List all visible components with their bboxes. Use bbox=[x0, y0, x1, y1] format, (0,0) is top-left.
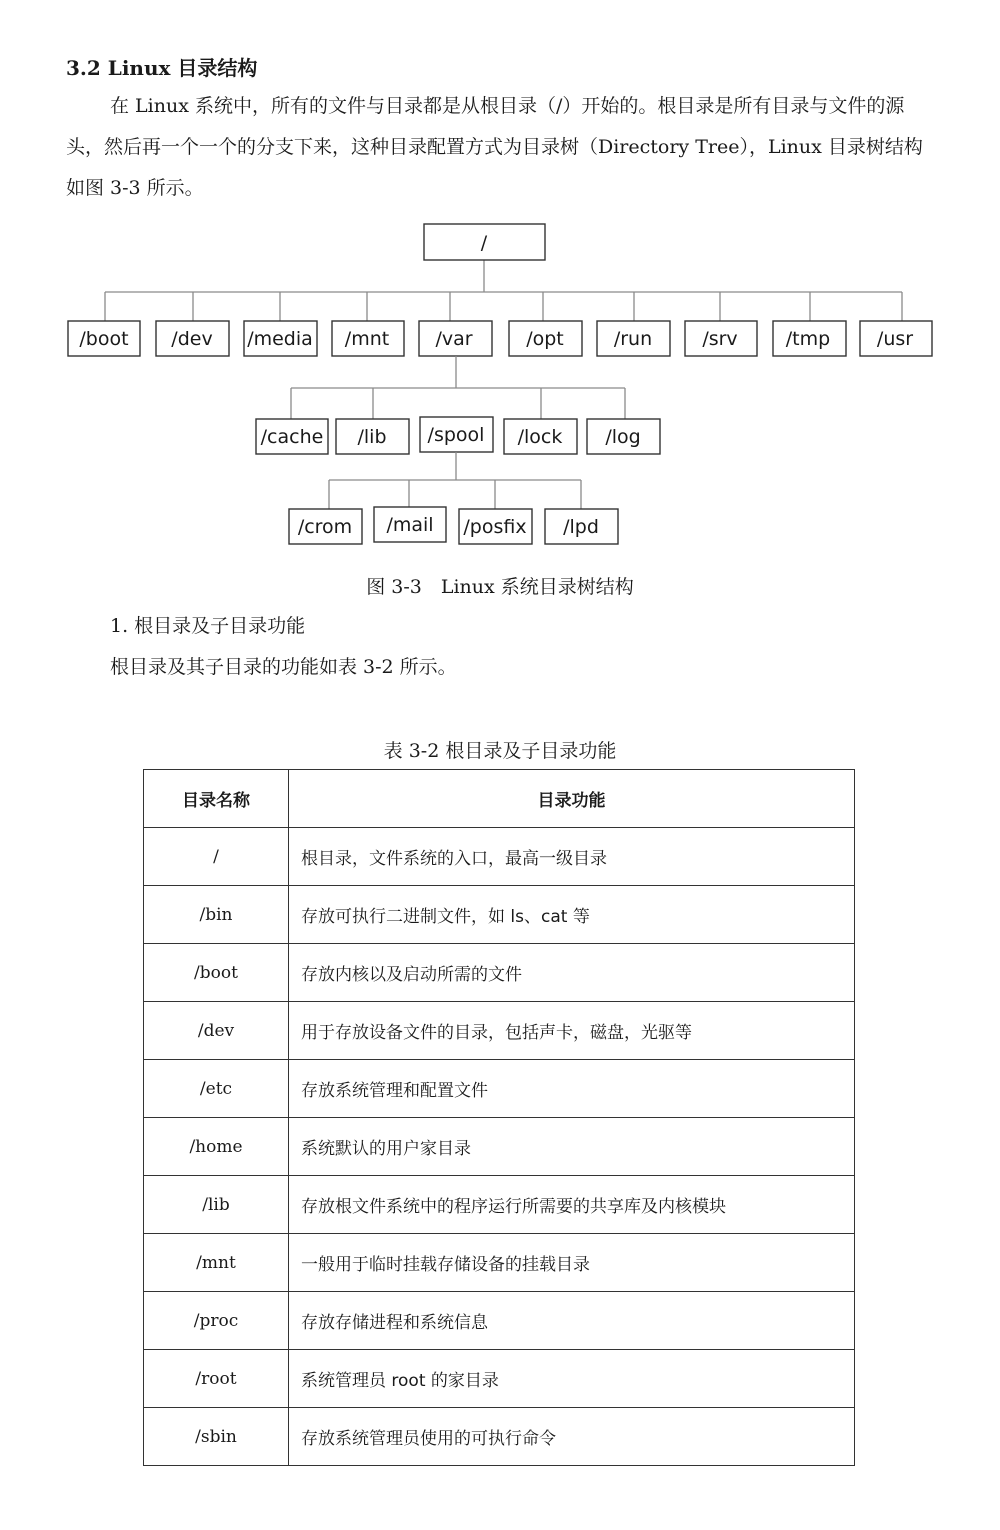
tree-node-tmp-label: /tmp bbox=[785, 328, 831, 350]
dir-function-cell: 存放系统管理和配置文件 bbox=[289, 1060, 855, 1118]
dir-name-cell: /mnt bbox=[144, 1234, 289, 1292]
dir-function-cell: 存放存储进程和系统信息 bbox=[289, 1292, 855, 1350]
tree-node-lib-label: /lib bbox=[357, 426, 387, 448]
tree-node-mnt-label: /mnt bbox=[344, 328, 390, 350]
figure-caption: 图 3-3 Linux 系统目录树结构 bbox=[366, 576, 634, 598]
intro-text: 在 Linux 系统中，所有的文件与目录都是从根目录（/）开始的。根目录是所有目录与文件的源头，然后再一个一个的分支下来，这种目录配置方式为目录树（Directory Tree），Linux 目录树结构如图 3-3 所示。 bbox=[66, 95, 923, 199]
dir-function-cell: 存放系统管理员使用的可执行命令 bbox=[289, 1408, 855, 1466]
dir-name-cell: / bbox=[144, 828, 289, 886]
dir-function-cell: 根目录，文件系统的入口，最高一级目录 bbox=[289, 828, 855, 886]
tree-level1 bbox=[68, 321, 932, 356]
tree-node-srv-label: /srv bbox=[702, 328, 738, 350]
dir-name-cell: /bin bbox=[144, 886, 289, 944]
table-row bbox=[144, 1408, 855, 1466]
tree-node-cache-label: /cache bbox=[260, 426, 324, 448]
tree-node-opt-label: /opt bbox=[526, 328, 564, 350]
dir-function-cell: 系统管理员 root 的家目录 bbox=[289, 1350, 855, 1408]
dir-name-cell: /lib bbox=[144, 1176, 289, 1234]
tree-node-run-label: /run bbox=[613, 328, 653, 350]
tree-node-log-label: /log bbox=[605, 426, 641, 448]
table-row bbox=[144, 1176, 855, 1234]
tree-node-spool-label: /spool bbox=[427, 424, 485, 446]
dir-name-cell: /proc bbox=[144, 1292, 289, 1350]
directory-tree-diagram bbox=[0, 218, 1000, 558]
table-caption: 表 3-2 根目录及子目录功能 bbox=[383, 740, 617, 762]
dir-function-cell: 系统默认的用户家目录 bbox=[289, 1118, 855, 1176]
dir-name-cell: /etc bbox=[144, 1060, 289, 1118]
tree-node-lpd-label: /lpd bbox=[563, 516, 599, 538]
table-row bbox=[144, 1118, 855, 1176]
tree-node-var-label: /var bbox=[435, 328, 473, 350]
tree-node-usr-label: /usr bbox=[876, 328, 914, 350]
table-row bbox=[144, 1060, 855, 1118]
tree-node-boot-label: /boot bbox=[79, 328, 129, 350]
dir-function-cell: 存放根文件系统中的程序运行所需要的共享库及内核模块 bbox=[289, 1176, 855, 1234]
intro-paragraph bbox=[66, 86, 936, 209]
table-header-row bbox=[144, 770, 855, 828]
section-heading: 3.2 Linux 目录结构 bbox=[66, 56, 258, 80]
tree-spool-children bbox=[289, 507, 618, 544]
dir-function-cell: 存放内核以及启动所需的文件 bbox=[289, 944, 855, 1002]
table-row bbox=[144, 1350, 855, 1408]
table-row bbox=[144, 1292, 855, 1350]
tree-node-mail-label: /mail bbox=[386, 514, 434, 536]
header-dir-name: 目录名称 bbox=[144, 770, 289, 828]
table-row bbox=[144, 944, 855, 1002]
tree-node-posfix-label: /posfix bbox=[463, 516, 527, 538]
tree-node-lock-label: /lock bbox=[517, 426, 563, 448]
tree-node-root-label: / bbox=[480, 232, 488, 254]
tree-node-crom-label: /crom bbox=[297, 516, 353, 538]
table-row bbox=[144, 828, 855, 886]
tree-node-dev-label: /dev bbox=[171, 328, 213, 350]
dir-name-cell: /boot bbox=[144, 944, 289, 1002]
table-row bbox=[144, 1234, 855, 1292]
subsection-title: 1. 根目录及子目录功能 bbox=[110, 615, 306, 637]
subsection-text: 根目录及其子目录的功能如表 3-2 所示。 bbox=[110, 656, 457, 678]
dir-name-cell: /dev bbox=[144, 1002, 289, 1060]
dir-name-cell: /root bbox=[144, 1350, 289, 1408]
dir-function-cell: 一般用于临时挂载存储设备的挂载目录 bbox=[289, 1234, 855, 1292]
tree-var-children bbox=[256, 417, 660, 454]
dir-function-cell: 存放可执行二进制文件，如 ls、cat 等 bbox=[289, 886, 855, 944]
dir-name-cell: /home bbox=[144, 1118, 289, 1176]
dir-function-cell: 用于存放设备文件的目录，包括声卡，磁盘，光驱等 bbox=[289, 1002, 855, 1060]
tree-node-media-label: /media bbox=[247, 328, 313, 350]
header-dir-function: 目录功能 bbox=[289, 770, 855, 828]
dir-name-cell: /sbin bbox=[144, 1408, 289, 1466]
table-row bbox=[144, 1002, 855, 1060]
table-row bbox=[144, 886, 855, 944]
directory-function-table bbox=[143, 769, 855, 1466]
